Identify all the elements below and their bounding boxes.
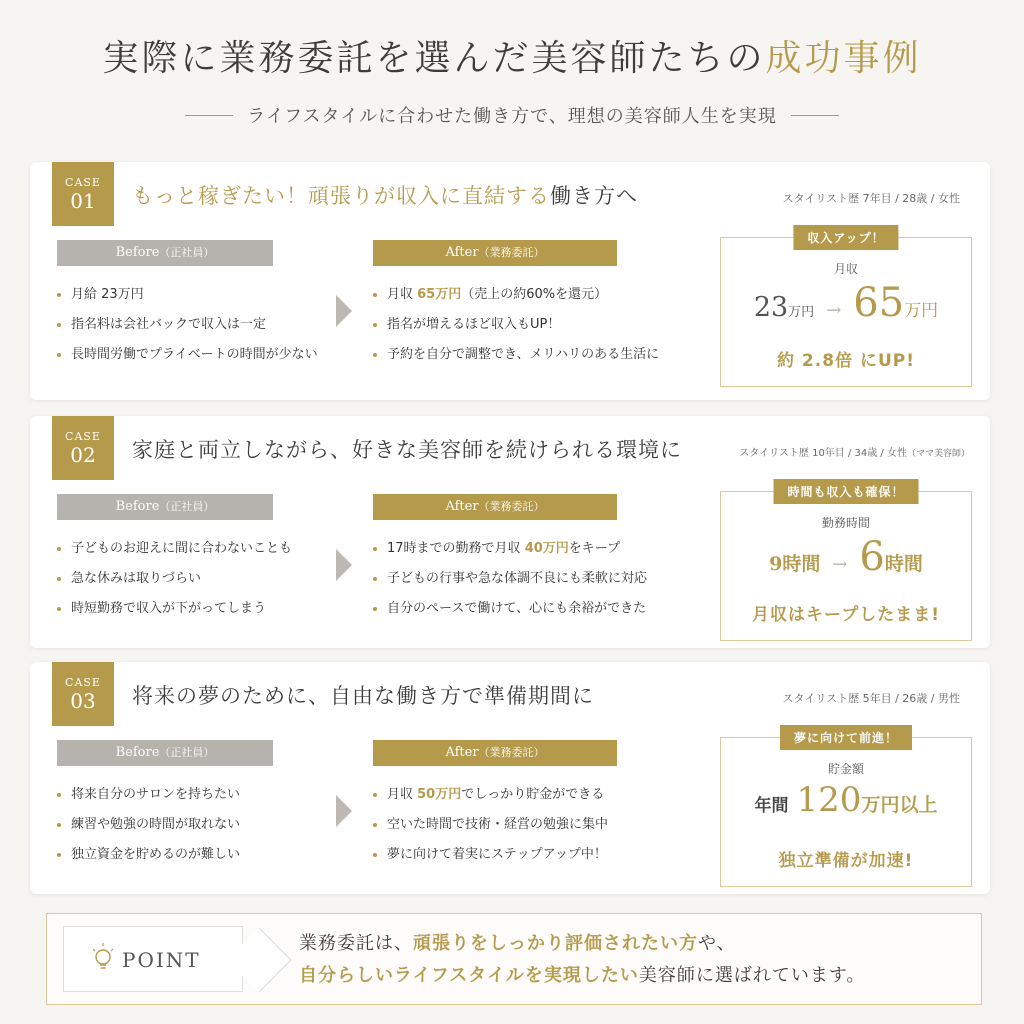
list-item: 月給 23万円 (57, 284, 337, 314)
point-text-highlight: 自分らしいライフスタイルを実現したい (299, 965, 639, 986)
before-header (57, 494, 273, 520)
case-badge (52, 662, 114, 726)
point-line-1 (299, 928, 865, 960)
result-to-unit: 時間 (884, 553, 923, 575)
point-text-segment: や、 (698, 933, 736, 954)
after-note: （業務委託） (478, 746, 545, 759)
result-to-value: 6 (859, 534, 885, 580)
list-item-text: 17時までの勤務で月収 (387, 541, 525, 556)
list-item (373, 814, 703, 844)
list-item-highlight: 50万円 (417, 787, 462, 802)
result-box (720, 731, 972, 887)
subtitle-divider-left (185, 115, 233, 116)
after-list (373, 284, 703, 374)
after-label: After (445, 245, 479, 260)
result-box (720, 485, 972, 641)
result-from-value: 23 (753, 292, 789, 323)
result-foot: 独立準備が加速! (778, 851, 914, 871)
point-label-box (63, 926, 243, 992)
result-tag: 収入アップ！ (793, 225, 898, 250)
case-meta-text: スタイリスト歴 10年目 / 34歳 / 女性 (739, 448, 907, 459)
case-card-01 (30, 162, 990, 400)
after-header (373, 494, 617, 520)
arrow-right-icon (336, 549, 352, 581)
list-item: 長時間労働でプライベートの時間が少ない (57, 344, 337, 374)
list-item (373, 844, 703, 874)
case-title (132, 434, 682, 464)
list-item-highlight: 65万円 (417, 287, 462, 302)
result-arrow-icon: → (826, 300, 842, 321)
arrow-right-icon (336, 795, 352, 827)
result-values (721, 280, 971, 326)
result-values (721, 534, 971, 580)
case-badge-label: CASE (65, 430, 101, 443)
point-text-segment: 業務委託は、 (299, 933, 413, 954)
case-title-text: 将来の夢のために、自由な働き方で準備期間に (132, 684, 594, 708)
case-meta (783, 190, 960, 206)
result-values (721, 780, 971, 820)
list-item-text: 子どもの行事や急な体調不良にも柔軟に対応 (387, 571, 648, 586)
case-badge-number: 01 (70, 189, 96, 213)
list-item: 子どものお迎えに間に合わないことも (57, 538, 337, 568)
before-note: （正社員） (159, 746, 215, 759)
result-label: 勤務時間 (821, 516, 870, 530)
before-list (57, 284, 337, 374)
after-header (373, 740, 617, 766)
list-item-text: 月収 (387, 787, 418, 802)
list-item: 練習や勉強の時間が取れない (57, 814, 337, 844)
result-arrow-icon: → (832, 554, 848, 575)
case-meta-note: （ママ美容師） (906, 449, 970, 459)
point-text-segment: 美容師に選ばれています。 (638, 965, 866, 986)
list-item-text: 夢に向けて着実にステップアップ中！ (387, 847, 607, 862)
result-foot: 約 2.8倍 にUP! (777, 351, 915, 371)
list-item-text: 指名が増えるほど収入もUP！ (387, 317, 561, 332)
case-title (132, 180, 638, 210)
before-label: Before (115, 499, 160, 514)
result-foot: 月収はキープしたまま! (752, 605, 940, 625)
result-label: 貯金額 (827, 762, 864, 776)
page-title-accent: 成功事例 (765, 38, 922, 79)
list-item-text: （売上の約60%を還元） (461, 287, 608, 302)
before-label: Before (115, 245, 160, 260)
case-badge-label: CASE (65, 176, 101, 189)
after-list (373, 538, 703, 628)
lightbulb-icon (90, 941, 116, 979)
case-card-03 (30, 662, 990, 894)
list-item-text: をキープ (568, 541, 621, 556)
after-note: （業務委託） (478, 246, 545, 259)
case-badge (52, 162, 114, 226)
list-item (373, 284, 703, 314)
point-text (299, 928, 865, 992)
after-label: After (445, 499, 479, 514)
case-meta (783, 690, 960, 706)
result-to-value: 65 (853, 280, 905, 326)
page-title-main: 実際に業務委託を選んだ美容師たちの (102, 38, 766, 79)
point-label: POINT (122, 948, 201, 972)
list-item-text: 予約を自分で調整でき、メリハリのある生活に (387, 347, 660, 362)
case-title-accent: もっと稼ぎたい！頑張りが収入に直結する (132, 184, 550, 208)
arrow-right-icon (336, 295, 352, 327)
before-note: （正社員） (159, 246, 215, 259)
case-badge-label: CASE (65, 676, 101, 689)
case-badge (52, 416, 114, 480)
subtitle-divider-right (791, 115, 839, 116)
before-list (57, 538, 337, 628)
list-item-text: 月収 (387, 287, 418, 302)
chevron-right-icon (226, 927, 291, 992)
before-header (57, 240, 273, 266)
case-title-text: 働き方へ (550, 184, 638, 208)
before-list (57, 784, 337, 874)
page-title (0, 30, 1024, 81)
result-to-unit: 万円以上 (861, 794, 938, 816)
list-item: 将来自分のサロンを持ちたい (57, 784, 337, 814)
list-item: 急な休みは取りづらい (57, 568, 337, 598)
case-badge-number: 03 (70, 689, 96, 713)
before-label: Before (115, 745, 160, 760)
result-tag: 夢に向けて前進！ (780, 725, 912, 750)
result-label: 月収 (833, 262, 858, 276)
after-label: After (445, 745, 479, 760)
before-header (57, 740, 273, 766)
case-title (132, 680, 594, 710)
list-item: 時短勤務で収入が下がってしまう (57, 598, 337, 628)
list-item-highlight: 40万円 (524, 541, 569, 556)
list-item (373, 784, 703, 814)
result-tag: 時間も収入も確保！ (773, 479, 918, 504)
result-from-value: 年間 (754, 796, 789, 816)
list-item (373, 598, 703, 628)
result-box (720, 231, 972, 387)
after-header (373, 240, 617, 266)
list-item (373, 568, 703, 598)
point-text-highlight: 頑張りをしっかり評価されたい方 (413, 933, 698, 954)
list-item-text: 空いた時間で技術・経営の勉強に集中 (387, 817, 609, 832)
list-item (373, 314, 703, 344)
result-to-value: 120 (796, 780, 862, 820)
case-meta-text: スタイリスト歴 7年目 / 28歳 / 女性 (782, 192, 960, 205)
after-note: （業務委託） (478, 500, 545, 513)
list-item: 指名料は会社バックで収入は一定 (57, 314, 337, 344)
list-item-text: でしっかり貯金ができる (461, 787, 605, 802)
point-line-2 (299, 960, 865, 992)
list-item (373, 538, 703, 568)
list-item (373, 344, 703, 374)
case-title-text: 家庭と両立しながら、好きな美容師を続けられる環境に (132, 438, 682, 462)
point-banner (46, 913, 982, 1005)
before-note: （正社員） (159, 500, 215, 513)
case-badge-number: 02 (70, 443, 96, 467)
result-from-unit: 万円 (788, 305, 815, 320)
result-to-unit: 万円 (904, 301, 939, 321)
result-from-value: 9時間 (769, 553, 821, 575)
subtitle-text: ライフスタイルに合わせた働き方で、理想の美容師人生を実現 (247, 106, 777, 127)
case-meta (739, 444, 970, 459)
case-meta-text: スタイリスト歴 5年目 / 26歳 / 男性 (782, 692, 960, 705)
after-list (373, 784, 703, 874)
page-subtitle (0, 102, 1024, 128)
list-item-text: 自分のペースで働けて、心にも余裕ができた (387, 601, 647, 616)
case-card-02 (30, 416, 990, 648)
list-item: 独立資金を貯めるのが難しい (57, 844, 337, 874)
